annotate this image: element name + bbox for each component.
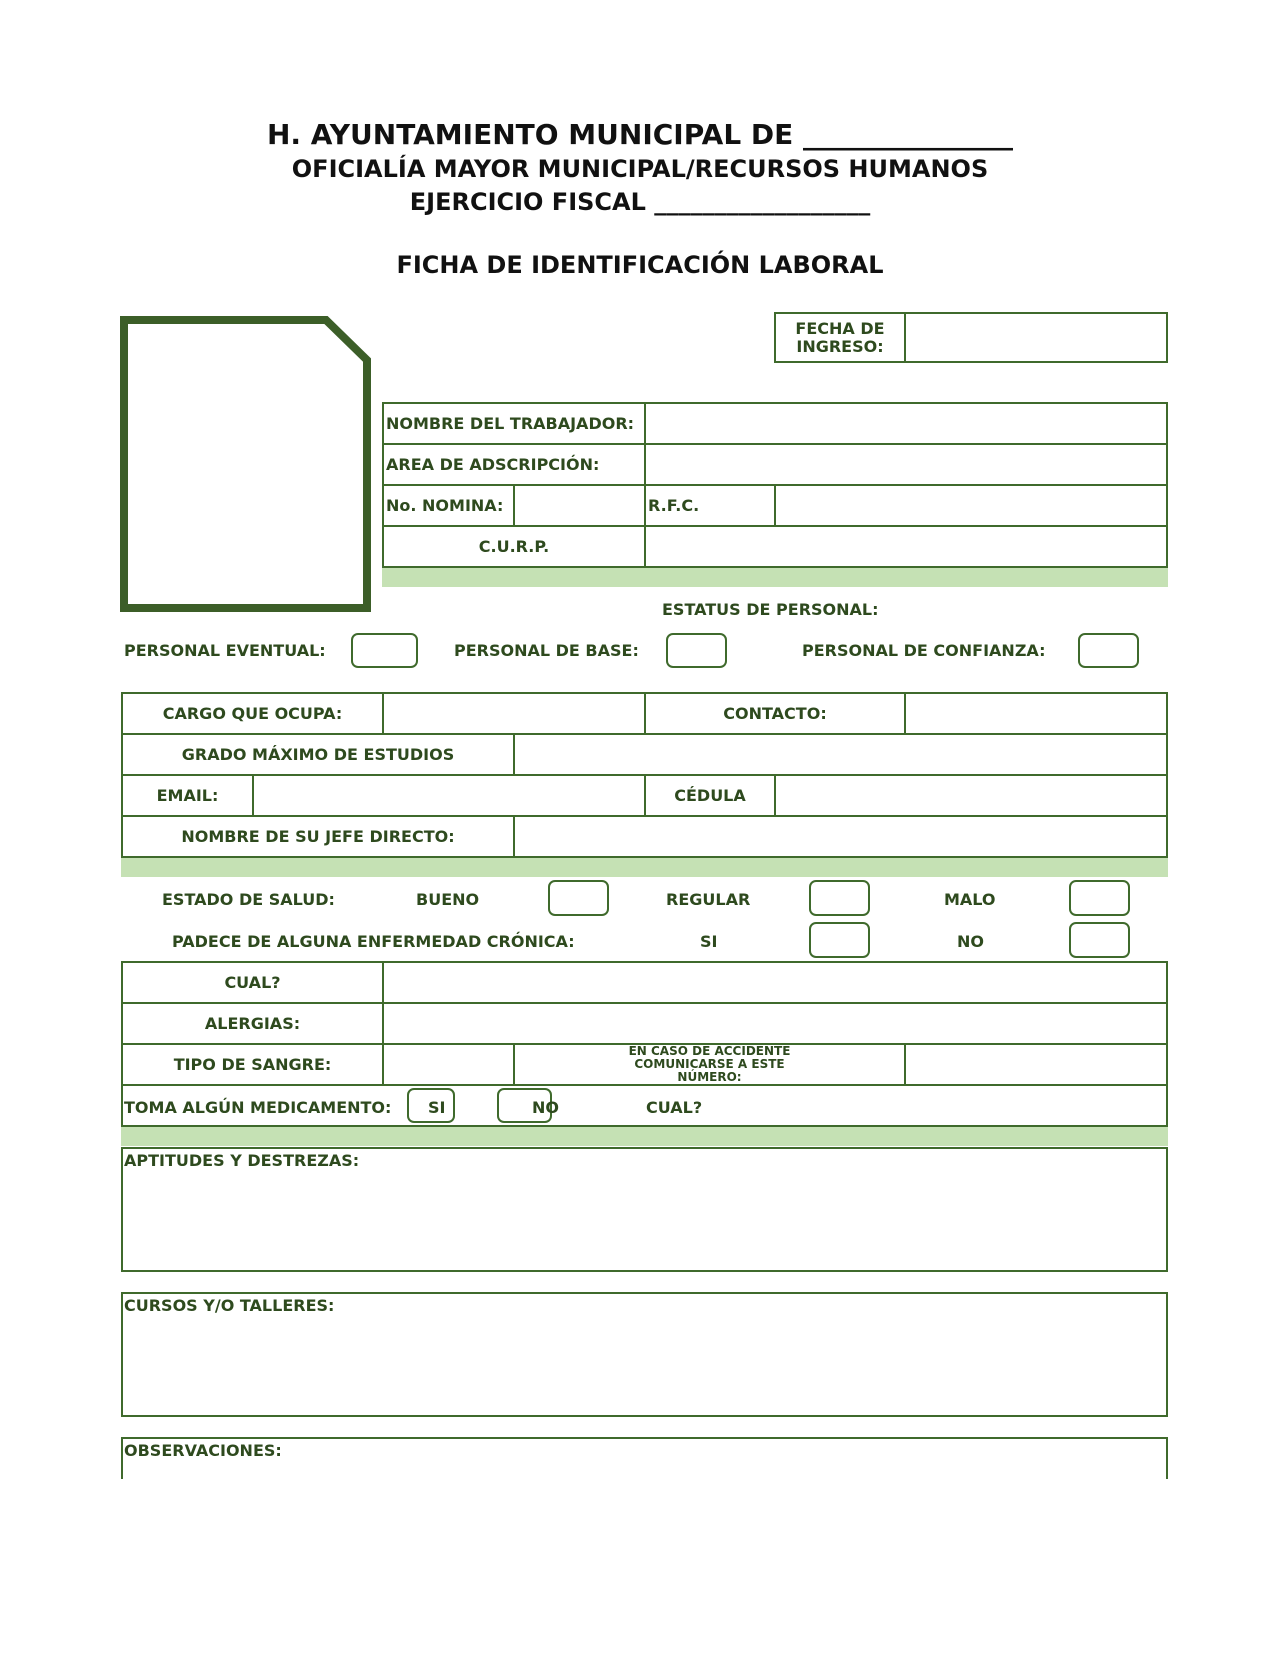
cedula-label: CÉDULA xyxy=(644,774,776,817)
no-nomina-field[interactable] xyxy=(513,484,646,527)
malo-checkbox[interactable] xyxy=(1069,880,1130,916)
rfc-field[interactable] xyxy=(774,484,1168,527)
si-label: SI xyxy=(700,932,718,951)
page-title: FICHA DE IDENTIFICACIÓN LABORAL xyxy=(396,251,884,279)
medicamento-no-label: NO xyxy=(532,1098,559,1117)
header-line-1: H. AYUNTAMIENTO MUNICIPAL DE _______________ xyxy=(266,118,1014,151)
cargo-field[interactable] xyxy=(382,692,646,735)
rfc-label: R.F.C. xyxy=(644,484,776,527)
cual-field[interactable] xyxy=(382,961,1168,1004)
header-line-3: EJERCICIO FISCAL __________________ xyxy=(409,188,871,216)
bueno-label: BUENO xyxy=(416,890,480,909)
no-nomina-label: No. NOMINA: xyxy=(382,484,515,527)
aptitudes-label: APTITUDES Y DESTREZAS: xyxy=(124,1151,360,1170)
regular-checkbox[interactable] xyxy=(809,880,870,916)
curp-label: C.U.R.P. xyxy=(382,525,646,568)
cargo-label: CARGO QUE OCUPA: xyxy=(121,692,384,735)
medicamento-si-label: SI xyxy=(428,1098,446,1117)
nombre-trabajador-label: NOMBRE DEL TRABAJADOR: xyxy=(382,402,646,445)
personal-base-checkbox[interactable] xyxy=(666,633,727,668)
section-divider-3 xyxy=(121,1127,1168,1146)
bueno-checkbox[interactable] xyxy=(548,880,609,916)
contacto-field[interactable] xyxy=(904,692,1168,735)
medicamento-label: TOMA ALGÚN MEDICAMENTO: xyxy=(124,1098,392,1117)
email-field[interactable] xyxy=(252,774,646,817)
tipo-sangre-field[interactable] xyxy=(382,1043,515,1086)
medicamento-cual-label: CUAL? xyxy=(646,1098,703,1117)
personal-confianza-label: PERSONAL DE CONFIANZA: xyxy=(802,641,1046,660)
cursos-label: CURSOS Y/O TALLERES: xyxy=(124,1296,335,1315)
fecha-ingreso-label: FECHA DE INGRESO: xyxy=(774,312,906,363)
jefe-directo-label: NOMBRE DE SU JEFE DIRECTO: xyxy=(121,815,515,858)
estado-salud-label: ESTADO DE SALUD: xyxy=(162,890,335,909)
cual-label: CUAL? xyxy=(121,961,384,1004)
accidente-field[interactable] xyxy=(904,1043,1168,1086)
section-divider-1 xyxy=(382,568,1168,587)
section-divider-2 xyxy=(121,858,1168,877)
si-checkbox[interactable] xyxy=(809,922,870,958)
email-label: EMAIL: xyxy=(121,774,254,817)
header-line-2: OFICIALÍA MAYOR MUNICIPAL/RECURSOS HUMANOS xyxy=(291,155,989,183)
observaciones-label: OBSERVACIONES: xyxy=(124,1441,282,1460)
personal-base-label: PERSONAL DE BASE: xyxy=(454,641,639,660)
alergias-label: ALERGIAS: xyxy=(121,1002,384,1045)
fecha-ingreso-field[interactable] xyxy=(904,312,1168,363)
grado-estudios-label: GRADO MÁXIMO DE ESTUDIOS xyxy=(121,733,515,776)
contacto-label: CONTACTO: xyxy=(644,692,906,735)
accidente-label: EN CASO DE ACCIDENTE COMUNICARSE A ESTE NÚMERO: xyxy=(513,1043,906,1086)
personal-eventual-label: PERSONAL EVENTUAL: xyxy=(124,641,326,660)
malo-label: MALO xyxy=(944,890,996,909)
grado-estudios-field[interactable] xyxy=(513,733,1168,776)
estatus-personal-label: ESTATUS DE PERSONAL: xyxy=(662,600,879,619)
jefe-directo-field[interactable] xyxy=(513,815,1168,858)
tipo-sangre-label: TIPO DE SANGRE: xyxy=(121,1043,384,1086)
no-label: NO xyxy=(957,932,984,951)
cedula-field[interactable] xyxy=(774,774,1168,817)
regular-label: REGULAR xyxy=(666,890,751,909)
no-checkbox[interactable] xyxy=(1069,922,1130,958)
enfermedad-cronica-label: PADECE DE ALGUNA ENFERMEDAD CRÓNICA: xyxy=(172,932,575,951)
nombre-trabajador-field[interactable] xyxy=(644,402,1168,445)
curp-field[interactable] xyxy=(644,525,1168,568)
personal-eventual-checkbox[interactable] xyxy=(351,633,418,668)
alergias-field[interactable] xyxy=(382,1002,1168,1045)
area-adscripcion-label: AREA DE ADSCRIPCIÓN: xyxy=(382,443,646,486)
photo-placeholder xyxy=(120,316,371,612)
area-adscripcion-field[interactable] xyxy=(644,443,1168,486)
personal-confianza-checkbox[interactable] xyxy=(1078,633,1139,668)
